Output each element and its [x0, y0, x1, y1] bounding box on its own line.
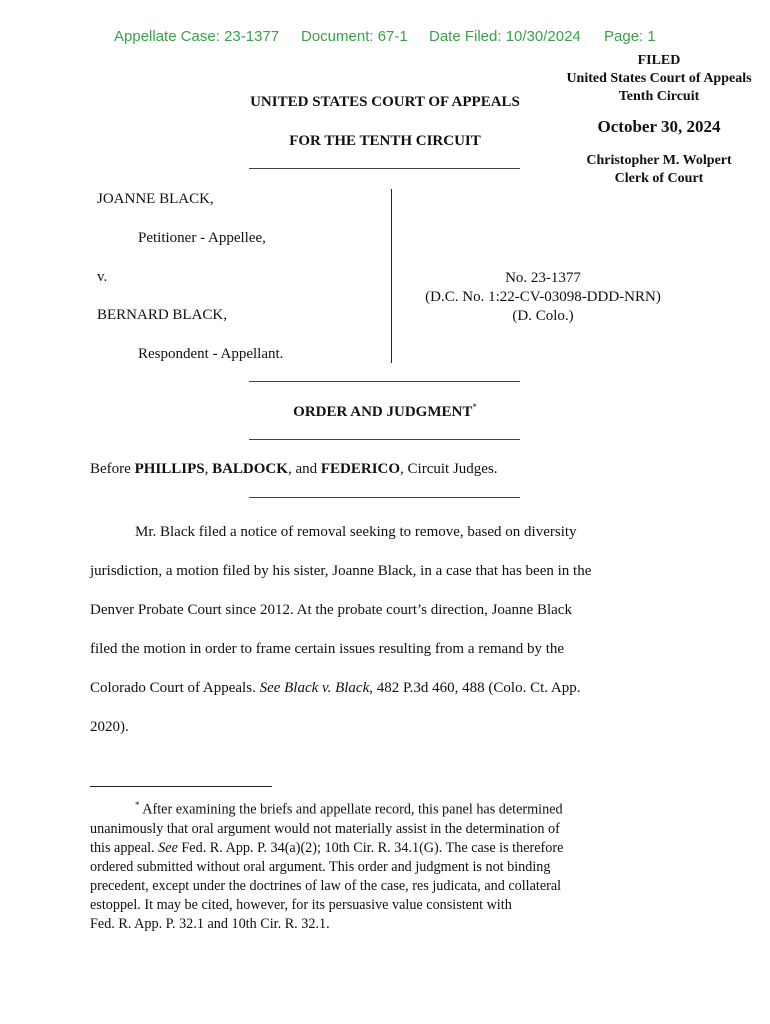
court-circuit: FOR THE TENTH CIRCUIT — [289, 133, 481, 149]
footnote-line-2: unanimously that oral argument would not materially assist in the determination of — [90, 820, 560, 837]
footnote-see: See — [158, 839, 178, 856]
footnote-line-5: precedent, except under the doctrines of law of the case, res judicata, and collateral — [90, 877, 562, 894]
panel-line — [90, 461, 498, 478]
district-court: (D. Colo.) — [512, 308, 574, 324]
divider-caption — [249, 381, 520, 382]
panel-suffix: , Circuit Judges. — [400, 461, 498, 477]
title-text: ORDER AND JUDGMENT — [293, 404, 473, 420]
divider-top — [249, 168, 520, 169]
footnote-line-3 — [90, 839, 690, 858]
header-date-filed: Date Filed: 10/30/2024 — [429, 28, 581, 45]
judge-baldock: BALDOCK — [212, 461, 288, 477]
body-line-5c: , 482 P.3d 460, 488 (Colo. Ct. App. — [369, 679, 581, 696]
judge-federico: FEDERICO — [320, 461, 401, 477]
body-line-5 — [90, 669, 690, 708]
petitioner-role: Petitioner - Appellee, — [138, 230, 266, 246]
footnote-line-1 — [90, 796, 690, 820]
header-document-number: Document: 67-1 — [301, 28, 408, 45]
footnote-mark: * — [135, 800, 140, 810]
panel-sep2: , and — [287, 461, 321, 477]
body-line-1: Mr. Black filed a notice of removal seeking to remove, based on diversity — [135, 524, 577, 540]
footnote-line-7: Fed. R. App. P. 32.1 and 10th Cir. R. 32.1. — [90, 915, 330, 932]
filed-stamp — [548, 52, 770, 188]
filed-court: United States Court of Appeals — [566, 71, 752, 86]
footnote-line-4: ordered submitted without oral argument. This order and judgment is not binding — [90, 858, 551, 875]
court-name: UNITED STATES COURT OF APPEALS — [250, 94, 520, 110]
body-line-2: jurisdiction, a motion filed by his sister, Joanne Black, in a case that has been in the — [90, 562, 592, 579]
footnote-line-3a: this appeal. — [90, 839, 159, 856]
petitioner-name: JOANNE BLACK, — [97, 191, 214, 207]
body-line-4: filed the motion in order to frame certain issues resulting from a remand by the — [90, 640, 565, 657]
versus: v. — [97, 269, 108, 285]
caption-divider — [391, 189, 392, 363]
body-line-6: 2020). — [90, 718, 129, 735]
appeal-number: No. 23-1377 — [505, 270, 581, 286]
clerk-name: Christopher M. Wolpert — [586, 153, 732, 168]
case-numbers — [400, 269, 686, 326]
panel-sep1: , — [204, 461, 213, 477]
footnote-line-3c: Fed. R. App. P. 34(a)(2); 10th Cir. R. 34.1(G). The case is therefore — [177, 839, 564, 856]
judge-phillips: PHILLIPS — [134, 461, 205, 477]
body-line-5a: Colorado Court of Appeals. — [90, 679, 260, 696]
document-title — [230, 402, 540, 421]
footnote-line-6: estoppel. It may be cited, however, for its persuasive value consistent with — [90, 896, 512, 913]
header-case-number: Appellate Case: 23-1377 — [114, 28, 280, 45]
header-page-number: Page: 1 — [604, 28, 656, 45]
panel-before: Before — [90, 461, 135, 477]
title-footnote-mark: * — [472, 402, 477, 412]
respondent-role: Respondent - Appellant. — [138, 346, 284, 362]
body-line-3: Denver Probate Court since 2012. At the probate court’s direction, Joanne Black — [90, 601, 572, 618]
opinion-body — [90, 513, 690, 746]
clerk-title: Clerk of Court — [614, 171, 704, 186]
footnote-rule — [90, 786, 272, 787]
divider-title — [249, 439, 520, 440]
filed-circuit: Tenth Circuit — [618, 89, 700, 104]
respondent-name: BERNARD BLACK, — [97, 307, 228, 323]
district-case-number: (D.C. No. 1:22-CV-03098-DDD-NRN) — [425, 289, 661, 305]
filed-date: October 30, 2024 — [597, 117, 721, 136]
footnote-line-1-text: After examining the briefs and appellate record, this panel has determined — [139, 801, 563, 818]
footnote — [90, 796, 690, 934]
case-citation: See Black v. Black — [259, 679, 370, 696]
filed-label: FILED — [637, 53, 681, 68]
divider-panel — [249, 497, 520, 498]
